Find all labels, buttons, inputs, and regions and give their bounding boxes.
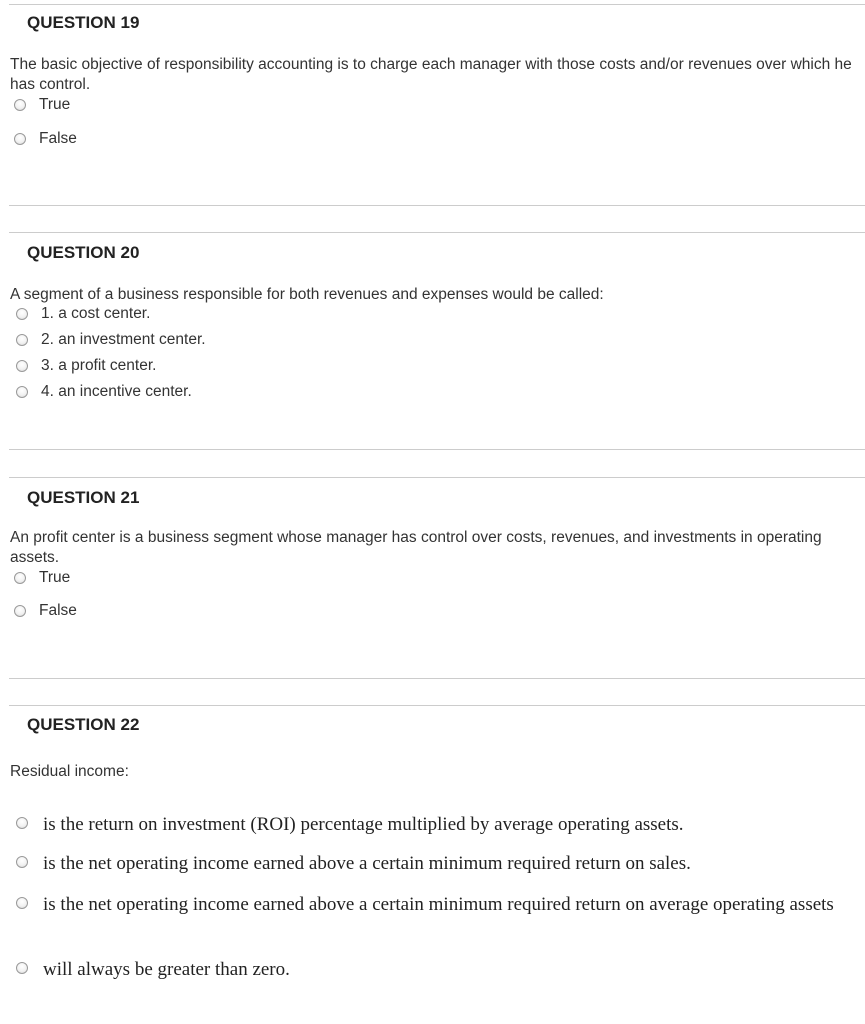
question-19-option-true[interactable] <box>14 96 70 114</box>
divider <box>9 205 865 206</box>
radio-button[interactable] <box>16 308 28 320</box>
radio-button[interactable] <box>14 572 26 584</box>
divider <box>9 477 865 478</box>
question-21-prompt: An profit center is a business segment whose manager has control over costs, revenues, and investments in operating assets. <box>10 529 822 566</box>
divider <box>9 449 865 450</box>
question-22-prompt: Residual income: <box>10 763 129 780</box>
option-label: True <box>39 569 71 586</box>
divider <box>9 4 865 5</box>
radio-button[interactable] <box>16 962 28 974</box>
radio-button[interactable] <box>14 99 26 111</box>
question-22-option-2[interactable] <box>16 852 843 876</box>
question-21-option-true[interactable] <box>14 569 70 587</box>
option-label: 2. an investment center. <box>41 331 206 348</box>
option-label: is the net operating income earned above a certain minimum required return on sales. <box>43 853 691 874</box>
question-22-option-4[interactable] <box>16 958 843 982</box>
radio-button[interactable] <box>16 817 28 829</box>
option-label: False <box>39 602 77 619</box>
question-20-option-4[interactable] <box>16 383 192 401</box>
question-21-title: QUESTION 21 <box>27 488 140 507</box>
question-19-prompt: The basic objective of responsibility accounting is to charge each manager with those costs and/or revenues over which he has control. <box>10 56 852 93</box>
question-19-title: QUESTION 19 <box>27 13 140 32</box>
question-20-option-3[interactable] <box>16 357 156 375</box>
question-22-option-3[interactable] <box>16 893 843 917</box>
divider <box>9 678 865 679</box>
question-20-prompt: A segment of a business responsible for both revenues and expenses would be called: <box>10 286 604 303</box>
radio-button[interactable] <box>16 334 28 346</box>
option-label: 1. a cost center. <box>41 305 151 322</box>
question-21-option-false[interactable] <box>14 602 77 620</box>
radio-button[interactable] <box>14 605 26 617</box>
question-22-option-1[interactable] <box>16 813 843 837</box>
radio-button[interactable] <box>14 133 26 145</box>
question-20-title: QUESTION 20 <box>27 243 140 262</box>
radio-button[interactable] <box>16 856 28 868</box>
radio-button[interactable] <box>16 386 28 398</box>
divider <box>9 705 865 706</box>
divider <box>9 232 865 233</box>
radio-button[interactable] <box>16 360 28 372</box>
question-20-option-2[interactable] <box>16 331 206 349</box>
option-label: will always be greater than zero. <box>43 959 290 980</box>
option-label: 4. an incentive center. <box>41 383 192 400</box>
question-22-title: QUESTION 22 <box>27 715 140 734</box>
option-label: 3. a profit center. <box>41 357 157 374</box>
question-20-option-1[interactable] <box>16 305 150 323</box>
radio-button[interactable] <box>16 897 28 909</box>
option-label: True <box>39 96 71 113</box>
option-label: is the net operating income earned above a certain minimum required return on average operating assets <box>43 894 834 915</box>
question-19-option-false[interactable] <box>14 130 77 148</box>
option-label: is the return on investment (ROI) percentage multiplied by average operating assets. <box>43 814 684 835</box>
option-label: False <box>39 130 77 147</box>
